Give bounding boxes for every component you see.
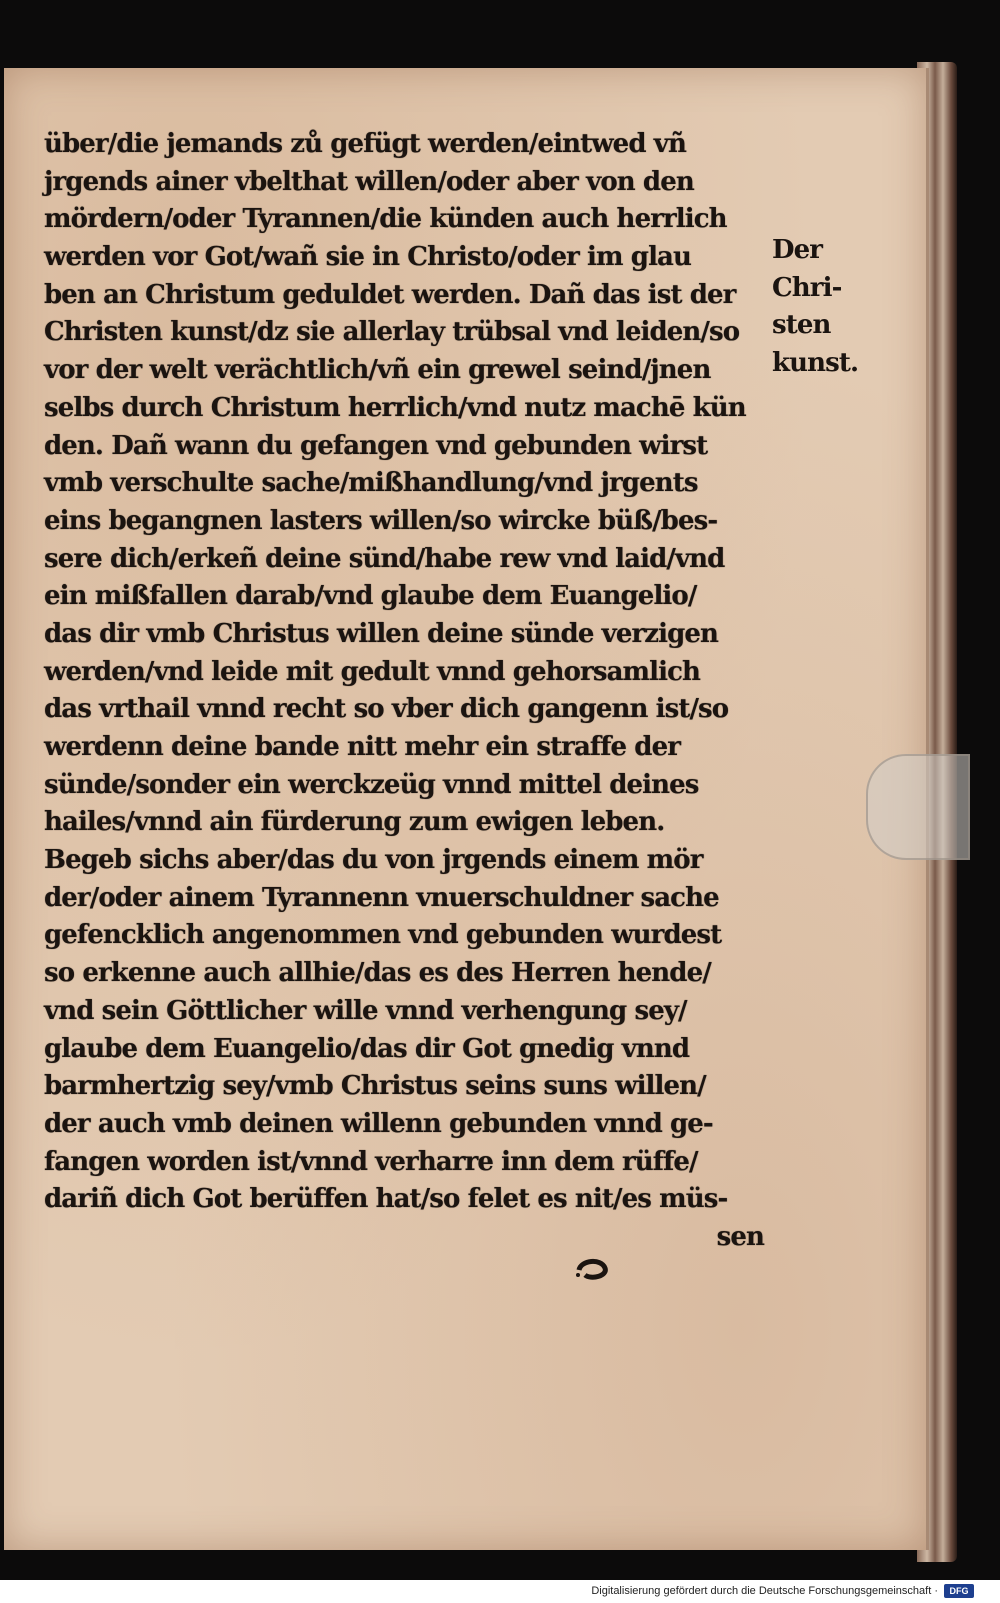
text-line: vmb verschulte sache/mißhandlung/vnd jrgents: [44, 468, 698, 499]
text-line: dariñ dich Got berüffen hat/so felet es nit/es müs-: [44, 1184, 728, 1215]
text-line: über/die jemands zů gefügt werden/eintwed vñ: [44, 129, 686, 159]
text-line: vor der welt verächtlich/vñ ein grewel seind/jnen: [44, 355, 711, 386]
text-line: den. Dañ wann du gefangen vnd gebunden wirst: [44, 430, 708, 461]
margin-note: [772, 232, 858, 383]
text-line: Begeb sichs aber/das du von jrgends einem mör: [44, 845, 703, 876]
text-line: der auch vmb deinen willenn gebunden vnnd ge-: [44, 1108, 713, 1139]
text-line: ben an Christum geduldet werden. Dañ das ist der: [44, 279, 736, 310]
body-text: [44, 126, 784, 1257]
funding-notice: Digitalisierung gefördert durch die Deutsche Forschungsgemeinschaft ·: [591, 1585, 938, 1597]
text-line: glaube dem Euangelio/das dir Got gnedig vnnd: [44, 1033, 690, 1064]
text-line: mördern/oder Tyrannen/die künden auch herrlich: [44, 204, 727, 235]
text-line: werden/vnd leide mit gedult vnnd gehorsamlich: [44, 656, 701, 687]
text-line: hailes/vnnd ain fürderung zum ewigen leben.: [44, 807, 665, 838]
text-line: sere dich/erkeñ deine sünd/habe rew vnd laid/vnd: [44, 543, 725, 574]
text-line: fangen worden ist/vnnd verharre inn dem rüffe/: [44, 1146, 698, 1177]
text-line: werdenn deine bande nitt mehr ein straffe der: [44, 732, 681, 762]
text-line: werden vor Got/wañ sie in Christo/oder im glau: [44, 242, 691, 273]
text-line: jrgends ainer vbelthat willen/oder aber von den: [44, 166, 694, 197]
text-line: gefencklich angenommen vnd gebunden wurdest: [44, 920, 722, 951]
text-line: barmhertzig sey/vmb Christus seins suns willen/: [44, 1071, 706, 1102]
catchword: sen: [716, 1221, 764, 1252]
margin-note-line: sten: [772, 310, 831, 341]
text-line: Christen kunst/dz sie allerlay trübsal vnd leiden/so: [44, 317, 740, 348]
text-line: eins begangnen lasters willen/so wircke büß/bes-: [44, 505, 718, 536]
dfg-logo: DFG: [944, 1584, 974, 1598]
text-line: ein mißfallen darab/vnd glaube dem Euangelio/: [44, 581, 697, 612]
margin-note-line: Der: [772, 235, 823, 265]
signature-mark: [575, 1258, 617, 1282]
text-line: das dir vmb Christus willen deine sünde verzigen: [44, 618, 719, 649]
text-line: selbs durch Christum herrlich/vnd nutz machē kün: [44, 392, 746, 423]
margin-note-line: kunst.: [772, 348, 859, 379]
page-clip: [866, 754, 970, 860]
text-line: sünde/sonder ein werckzeüg vnnd mittel deines: [44, 769, 699, 800]
margin-note-line: Chri-: [772, 272, 842, 303]
signature-glyph: [575, 1258, 615, 1280]
text-line: das vrthail vnnd recht so vber dich gangenn ist/so: [44, 694, 729, 725]
text-line: vnd sein Göttlicher wille vnnd verhengung sey/: [44, 995, 687, 1026]
text-line: der/oder ainem Tyrannenn vnuerschuldner sache: [44, 882, 719, 913]
footer-bar: [0, 1580, 1000, 1603]
text-line: so erkenne auch allhie/das es des Herren hende/: [44, 958, 711, 989]
